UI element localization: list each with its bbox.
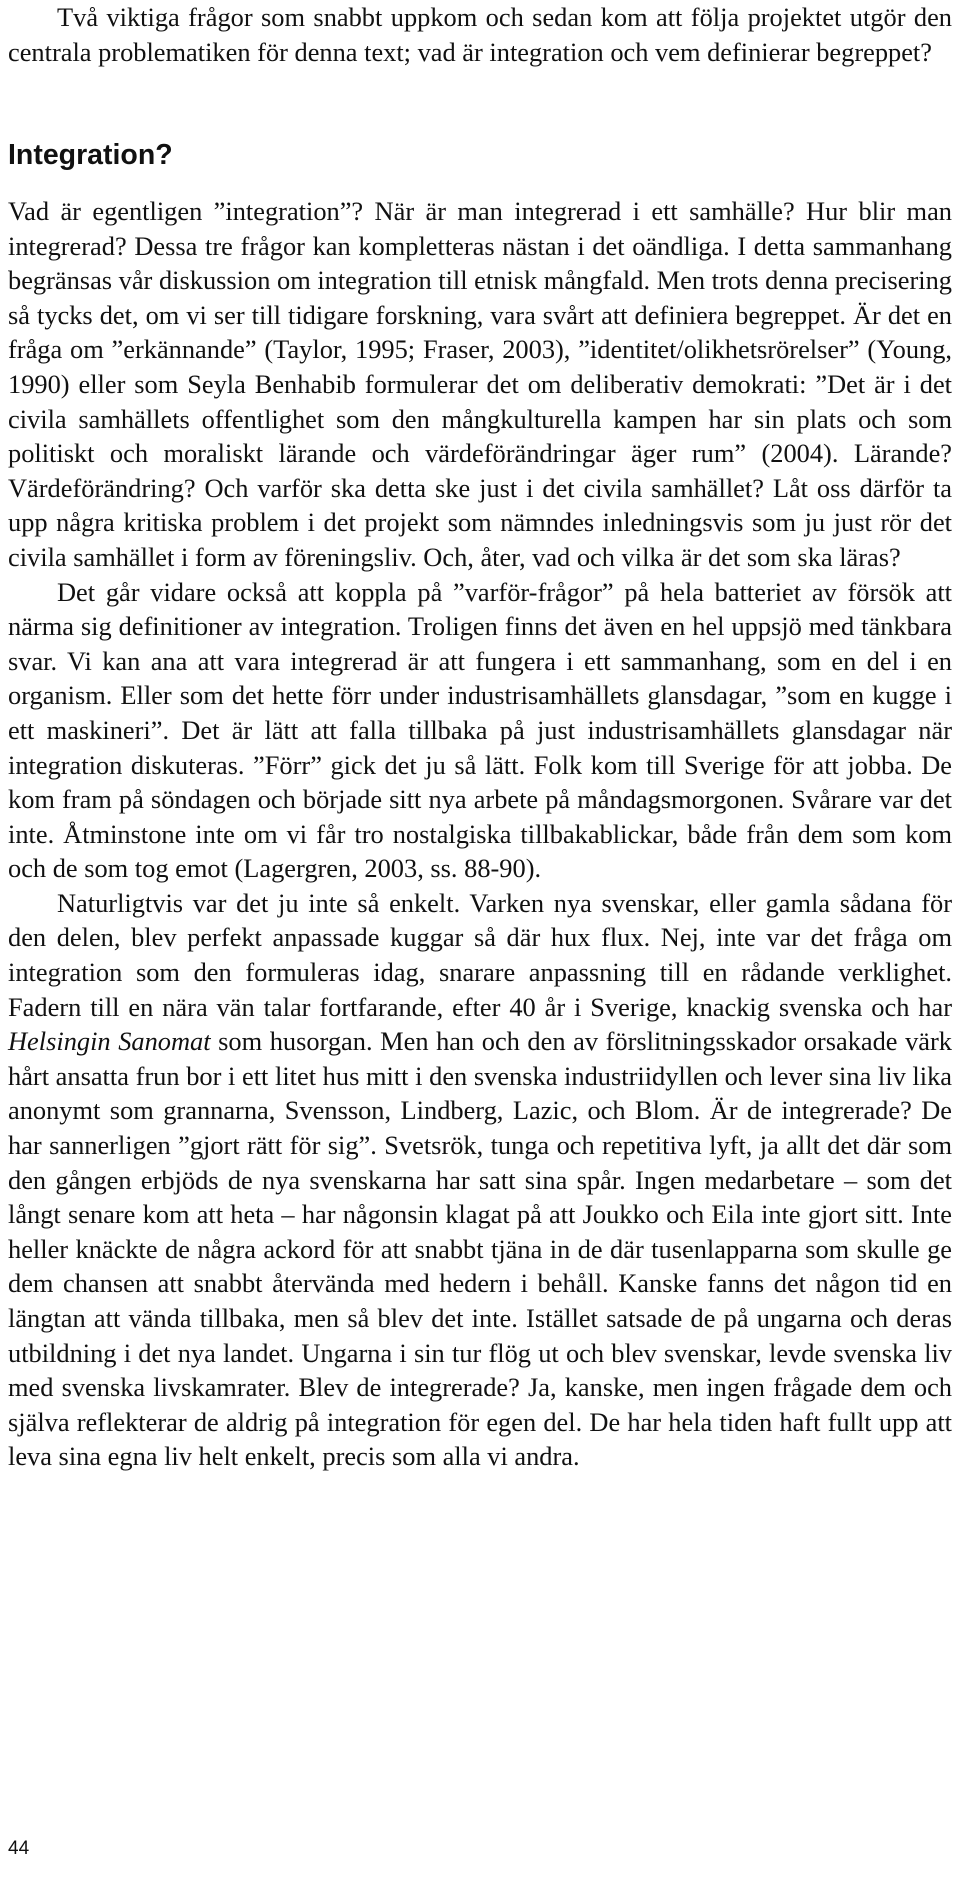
paragraph-3-text-before: Naturligtvis var det ju inte så enkelt. Varken nya svenskar, eller gamla sådana för den delen, blev perfekt anpassade kuggar så där hux flux. Nej, inte var det fråga om integration som den formuleras idag, snarare anpassning till en rådande verklighet. Fadern till en nära vän talar fortfarande, efter 40 år i Sverige, knackig svenska och har	[8, 887, 952, 1022]
page-number: 44	[8, 1838, 30, 1859]
intro-paragraph: Två viktiga frågor som snabbt uppkom och sedan kom att följa projektet utgör den centrala problematiken för denna text; vad är integration och vem definierar begreppet?	[8, 2, 952, 67]
section-paragraph-2: Det går vidare också att koppla på ”varför-frågor” på hela batteriet av försök att närma sig definitioner av integration. Troligen finns det även en hel uppsjö med tänkbara svar. Vi kan ana att vara integrerad är att fungera i ett sammanhang, som en del i en organism. Eller som det hette förr under industrisamhällets glansdagar, ”som en kugge i ett maskineri”. Det är lätt att falla tillbaka på just industrisamhällets glansdagar när integration diskuteras. ”Förr” gick det ju så lätt. Folk kom till Sverige för att jobba. De kom fram på söndagen och började sitt nya arbete på måndagsmorgonen. Svårare var det inte. Åtminstone inte om vi får tro nostalgiska tillbakablickar, både från dem som kom och de som tog emot (Lagergren, 2003, ss. 88-90).	[8, 576, 952, 884]
section-heading: Integration?	[8, 139, 173, 171]
section-paragraph-1: Vad är egentligen ”integration”? När är man integrerad i ett samhälle? Hur blir man integrerad? Dessa tre frågor kan kompletteras nästan i det oändliga. I detta sammanhang begränsas vår diskussion om integration till etnisk mångfald. Men trots denna precisering så tycks det, om vi ser till tidigare forskning, vara svårt att definiera begreppet. Är det en fråga om ”erkännande” (Taylor, 1995; Fraser, 2003), ”identitet/olikhetsrörelser” (Young, 1990) eller som Seyla Benhabib formulerar det om deliberativ demokrati: ”Det är i det civila samhällets offentlighet som den mångkulturella kampen har sin plats och som politiskt och moraliskt lärande och värdeförändringar äger rum” (2004). Lärande? Värdeförändring? Och varför ska detta ske just i det civila samhället? Låt oss därför ta upp några kritiska problem i det projekt som nämndes inledningsvis som ju just rör det civila samhället i form av föreningsliv. Och, åter, vad och vilka är det som ska läras?	[8, 196, 952, 572]
intro-text-block	[8, 0, 952, 69]
section-text-block	[8, 194, 952, 1474]
section-paragraph-3	[8, 886, 952, 1474]
paragraph-3-text-after: som husorgan. Men han och den av förslitningsskador orsakade värk hårt ansatta frun bor i ett litet hus mitt i den svenska industriidyllen och lever sina liv lika anonymt som grannarna, Svensson, Lindberg, Lazic, och Blom. Är de integrerade? De har sannerligen ”gjort rätt för sig”. Svetsrök, tunga och repetitiva lyft, ja allt det där som den gången erbjöds de nya svenskarna har satt sina spår. Ingen medarbetare – som det långt senare kom att heta – har någonsin klagat på att Joukko och Eila inte gjort sitt. Inte heller knäckte de några ackord för att snabbt tjäna in de där tusenlapparna som skulle ge dem chansen att snabbt återvända med hedern i behåll. Kanske fanns det någon tid en längtan att vända tillbaka, men så blev det inte. Istället satsade de på ungarna och deras utbildning i det nya landet. Ungarna i sin tur flög ut och blev svenskar, levde svenska liv med svenska livskamrater. Blev de integrerade? Ja, kanske, men ingen frågade dem och själva reflekterar de aldrig på integration för egen del. De har hela tiden haft fullt upp att leva sina egna liv helt enkelt, precis som alla vi andra.	[8, 1026, 952, 1472]
newspaper-title: Helsingin Sanomat	[8, 1026, 211, 1057]
